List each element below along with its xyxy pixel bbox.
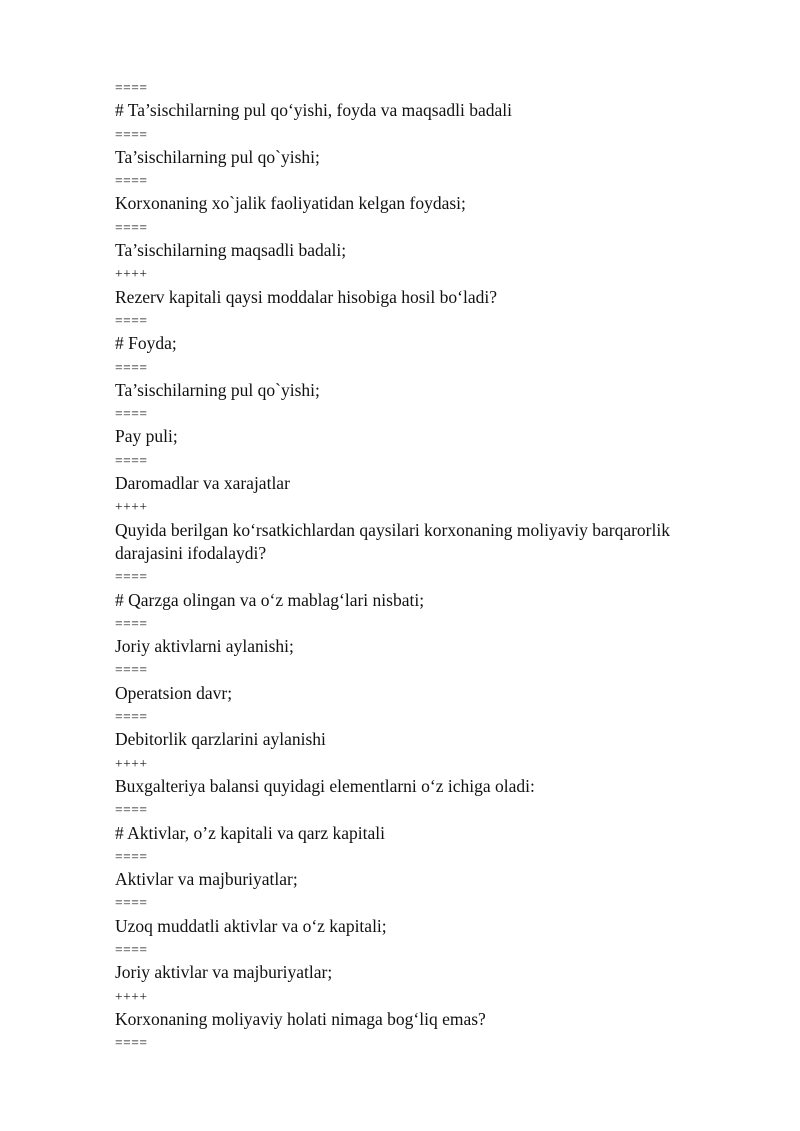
option-separator: ==== — [115, 452, 148, 468]
question-marker: ++++ — [115, 755, 148, 771]
answer-option: Aktivlar va majburiyatlar; — [115, 869, 298, 890]
document-page — [115, 76, 735, 1054]
question-text: Quyida berilgan ko‘rsatkichlardan qaysilari korxonaning moliyaviy barqarorlik — [115, 519, 670, 540]
question-text: Korxonaning moliyaviy holati nimaga bog‘liq emas? — [115, 1008, 486, 1029]
correct-answer-option: # Foyda; — [115, 333, 177, 354]
option-separator: ==== — [115, 802, 148, 818]
answer-option: Ta’sischilarning pul qo`yishi; — [115, 379, 320, 400]
option-separator: ==== — [115, 941, 148, 957]
correct-answer-option: # Ta’sischilarning pul qo‘yishi, foyda va maqsadli badali — [115, 100, 512, 121]
answer-option: Operatsion davr; — [115, 682, 233, 703]
option-separator: ==== — [115, 615, 148, 631]
option-separator: ==== — [115, 406, 148, 422]
answer-option: Joriy aktivlarni aylanishi; — [115, 636, 294, 657]
answer-option: Korxonaning xo`jalik faoliyatidan kelgan foydasi; — [115, 193, 466, 214]
question-text: darajasini ifodalaydi? — [115, 542, 267, 563]
option-separator: ==== — [115, 173, 148, 189]
answer-option: Joriy aktivlar va majburiyatlar; — [115, 962, 333, 983]
answer-option: Daromadlar va xarajatlar — [115, 473, 290, 494]
option-separator: ==== — [115, 359, 148, 375]
option-separator: ==== — [115, 662, 148, 678]
answer-option: Pay puli; — [115, 426, 178, 447]
option-separator: ==== — [115, 219, 148, 235]
option-separator: ==== — [115, 895, 148, 911]
question-text: Buxgalteriya balansi quyidagi elementlarni o‘z ichiga oladi: — [115, 775, 535, 796]
option-separator: ==== — [115, 126, 148, 142]
option-separator: ==== — [115, 312, 148, 328]
question-marker: ++++ — [115, 266, 148, 282]
option-separator: ==== — [115, 1035, 148, 1051]
question-marker: ++++ — [115, 499, 148, 515]
answer-option: Uzoq muddatli aktivlar va o‘z kapitali; — [115, 915, 387, 936]
answer-option: Debitorlik qarzlarini aylanishi — [115, 729, 326, 750]
answer-option: Ta’sischilarning pul qo`yishi; — [115, 146, 320, 167]
question-marker: ++++ — [115, 988, 148, 1004]
question-text: Rezerv kapitali qaysi moddalar hisobiga hosil bo‘ladi? — [115, 286, 497, 307]
option-separator: ==== — [115, 80, 148, 95]
correct-answer-option: # Aktivlar, o’z kapitali va qarz kapitali — [115, 822, 385, 843]
option-separator: ==== — [115, 709, 148, 725]
option-separator: ==== — [115, 569, 148, 585]
answer-option: Ta’sischilarning maqsadli badali; — [115, 240, 347, 261]
correct-answer-option: # Qarzga olingan va o‘z mablag‘lari nisbati; — [115, 589, 425, 610]
option-separator: ==== — [115, 848, 148, 864]
